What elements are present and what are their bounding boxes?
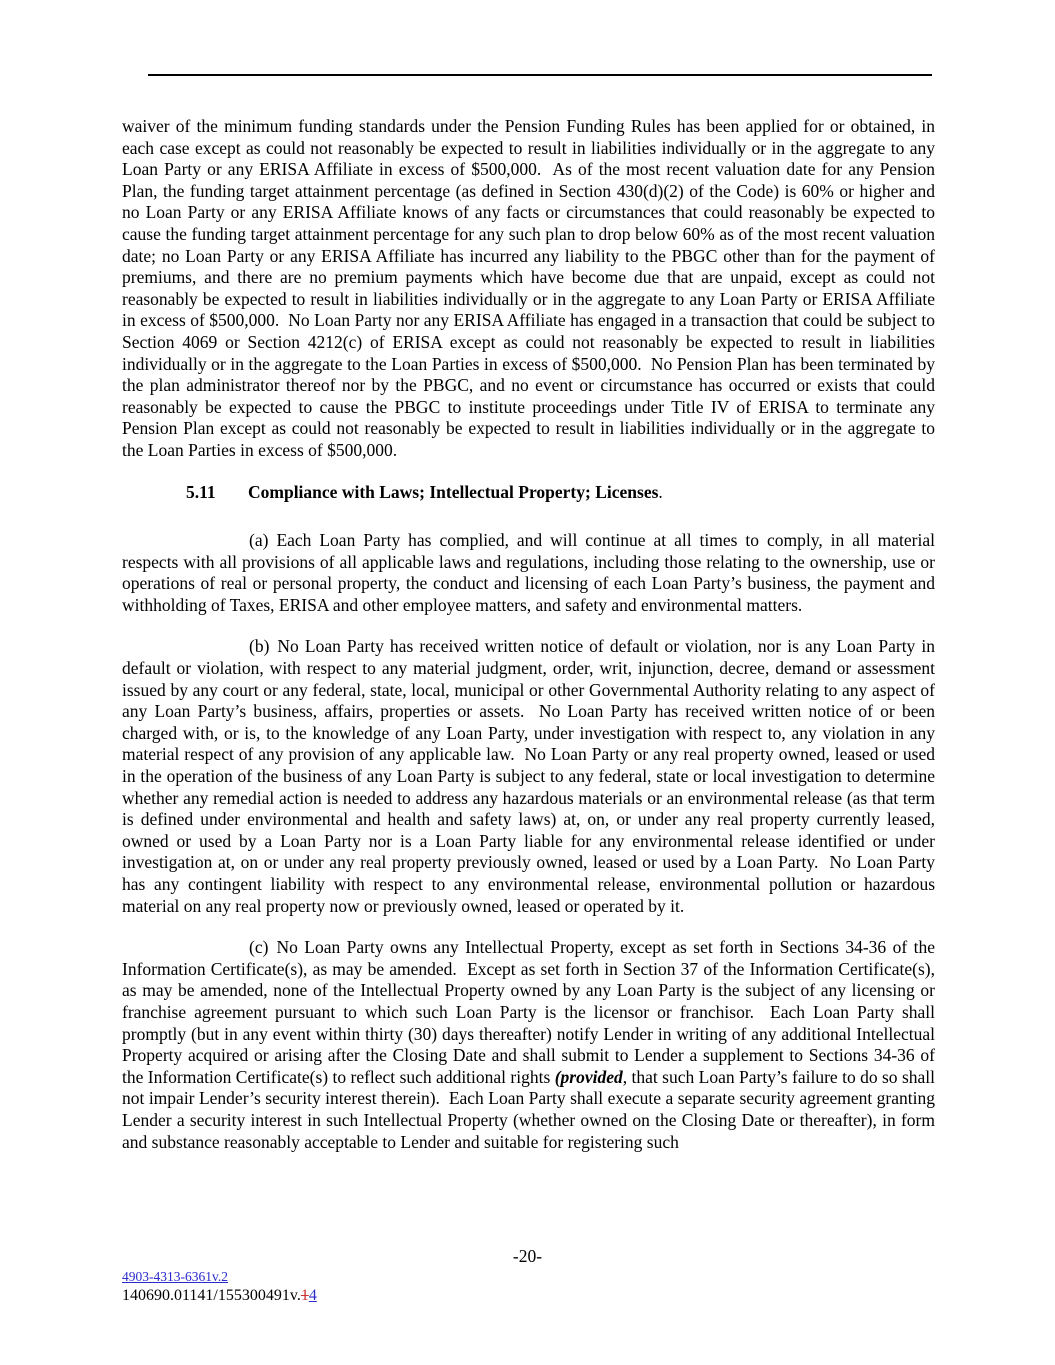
paragraph-pension-continuation: waiver of the minimum funding standards under the Pension Funding Rules has been applied for or obtained, in each case except as could not reasonably be expected to result in liabilities individually or in the aggregate to any Loan Party or any ERISA Affiliate in excess of $500,000. As of the most recent valuation date for any Pension Plan, the funding target attainment percentage (as defined in Section 430(d)(2) of the Code) is 60% or higher and no Loan Party or any ERISA Affiliate knows of any facts or circumstances that could reasonably be expected to cause the funding target attainment percentage for any such plan to drop below 60% as of the most recent valuation date; no Loan Party or any ERISA Affiliate has incurred any liability to the PBGC other than for the payment of premiums, and there are no premium payments which have become due that are unpaid, except as could not reasonably be expected to result in liabilities individually or in the aggregate to any Loan Party or ERISA Affiliate in excess of $500,000. No Loan Party nor any ERISA Affiliate has engaged in a transaction that could be subject to Section 4069 or Section 4212(c) of ERISA except as could not reasonably be expected to result in liabilities individually or in the aggregate to the Loan Parties in excess of $500,000. No Pension Plan has been terminated by the plan administrator thereof nor by the PBGC, and no event or circumstance has occurred or exists that could reasonably be expected to cause the PBGC to institute proceedings under Title IV of ERISA to terminate any Pension Plan except as could not reasonably be expected to result in liabilities individually or in the aggregate to the Loan Parties in excess of $500,000. bbox=[122, 116, 935, 460]
paragraph-c-text-after: , that such Loan Party’s failure to do so shall not impair Lender’s security interest therein). Each Loan Party shall execute a separate security agreement granting Lender a security interest in such Intellectual Property (whether owned on the Closing Date or thereafter), in form and substance reasonably acceptable to Lender and suitable for registering such bbox=[122, 1066, 935, 1152]
section-title-suffix: . bbox=[658, 481, 663, 502]
page-number: -20- bbox=[512, 1246, 543, 1266]
paragraph-b-label: (b) bbox=[249, 636, 270, 657]
paragraph-b bbox=[122, 636, 935, 917]
paragraph-c-label: (c) bbox=[249, 937, 269, 958]
paragraph-c bbox=[122, 937, 935, 1153]
paragraph-c-text-before: No Loan Party owns any Intellectual Property, except as set forth in Sections 34-36 of the Information Certificate(s), as may be amended. Except as set forth in Section 37 of the Information Certificate(s), as may be amended, none of the Intellectual Property owned by any Loan Party is the subject of any licensing or franchise agreement pursuant to which such Loan Party is the licensor or franchisor. Each Loan Party shall promptly (but in any event within thirty (30) days thereafter) notify Lender in writing of any additional Intellectual Property acquired or arising after the Closing Date and shall submit to Lender a supplement to Sections 34-36 of the Information Certificate(s) to reflect such additional rights bbox=[122, 937, 935, 1087]
section-number: 5.11 bbox=[186, 481, 216, 502]
footer-matter-id bbox=[122, 1286, 317, 1307]
paragraph-a bbox=[122, 530, 935, 616]
paragraph-a-text: Each Loan Party has complied, and will continue at all times to comply, in all material respects with all provisions of all applicable laws and regulations, including those relating to the ownership, use or operations of real or personal property, the conduct and licensing of each Loan Party’s business, the payment and withholding of Taxes, ERISA and other employee matters, and safety and environmental matters. bbox=[122, 530, 935, 615]
section-heading bbox=[122, 482, 935, 504]
footer-revision-deleted: 1 bbox=[300, 1286, 309, 1304]
header-rule bbox=[148, 74, 932, 76]
paragraph-b-text: No Loan Party has received written notice of default or violation, nor is any Loan Party in default or violation, with respect to any material judgment, order, writ, injunction, decree, demand or assessment issued by any court or any federal, state, local, municipal or other Governmental Authority relating to any aspect of any Loan Party’s business, affairs, properties or assets. No Loan Party has received written notice of or been charged with, or is, to the knowledge of any Loan Party, under investigation with respect to, any violation in any material respect of any provision of any applicable law. No Loan Party or any real property owned, leased or used in the operation of the business of any Loan Party is subject to any federal, state or local investigation to determine whether any remedial action is needed to address any hazardous materials or an environmental release (as that term is defined under environmental and health and safety laws) at, on, or under any real property currently leased, owned or used by a Loan Party nor is a Loan Party liable for any environmental release identified or under investigation at, on or under any real property previously owned, leased or used by a Loan Party. No Loan Party has any contingent liability with respect to any environmental release, environmental pollution or hazardous material on any real property now or previously owned, leased or operated by it. bbox=[122, 636, 935, 916]
footer-revision-inserted: 4 bbox=[308, 1286, 317, 1304]
document-footer bbox=[122, 1268, 317, 1306]
provided-term: (provided bbox=[554, 1066, 623, 1087]
footer-matter-id-prefix: 140690.01141/155300491v. bbox=[122, 1286, 301, 1304]
footer-document-id: 4903-4313-6361v.2 bbox=[122, 1269, 228, 1284]
section-title: Compliance with Laws; Intellectual Property; Licenses bbox=[248, 481, 659, 502]
paragraph-a-label: (a) bbox=[249, 530, 269, 551]
document-body bbox=[122, 116, 935, 1173]
